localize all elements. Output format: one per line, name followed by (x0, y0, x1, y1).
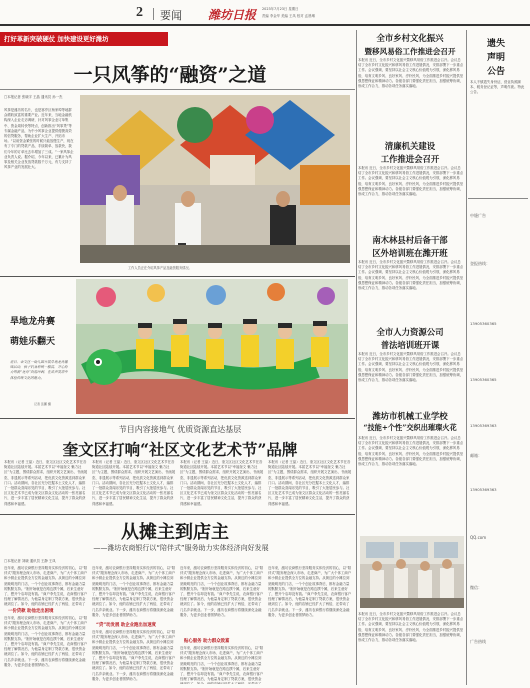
right-h3b: 区外培训班在潍开班 (372, 248, 448, 258)
lead-photo-caption: 工作人员正在介绍风筝产品及融资服务情况。 (128, 266, 192, 270)
photo2-credit: 记者 张鹏 摄 (34, 402, 51, 406)
story3-sub2: “贷”动发展 助企业跑出加速度 (96, 623, 156, 628)
right-body-2: 本报讯 近日，全市乡村文化振兴暨移风易俗工作推进会召开。会议总结了全市乡村文化振兴和移风易俗工作进展情况，安排部署下一步重点工作。会议强调，要坚持以社会主义核心价值观为引领，深化移风易俗，培育文明乡风、良好家风、淳朴民风，为全面推进乡村振兴提供坚强思想保证和精神动力。各级各部门要强化责任担当，加强统筹协调，形成工作合力，推动各项任务落实落地。 (358, 166, 464, 197)
right-h1: 全市乡村文化振兴 (376, 33, 444, 43)
kite-photo-svg (80, 95, 350, 263)
photo2-title-2: 萌娃乐翻天 (10, 337, 56, 347)
right-h4b: 普法培训班开课 (380, 340, 440, 350)
sidebar-label-1: 中缝广告 (470, 213, 486, 218)
story3-body-col1: 近年来，潍坊农商银行坚持服务实体经济的初心，以“陪伴式”服务理念深入市场、走进商户，为广大个体工商户和小微企业提供全方位的金融支持。从街边的小摊位到宽敞明亮的门店，一个个创业故事背后，都有金融力量的默默支持。“刚开始就是在路边摆个摊，后来生意好了，想开个店却没有钱。”商户李先生说，农商银行客户经理了解情况后，为他量身定制了贷款方案，很快资金就到位了。如今，他的店铺已经扩大了两倍，还带动了 (4, 566, 88, 606)
story2-body-col1: 本报讯（记者 王晶）近日，奎文区社区文化艺术节在各街道社区陆续开展。本届艺术节以“幸福奎文 魅力社区”为主题，围绕群众需求，组织开展文艺演出、书画展览、非遗展示等系列活动，把优质文化资源送到群众家门口。活动期间，各社区充分挖掘本土文化人才，编排了一批群众喜闻乐见的节目，吸引了大批居民参与。社区文化艺术节已成为奎文区群众文化活动的一张亮丽名片，进一步丰富了居民精神文化生活，提升了群众的获得感和幸福感。 (4, 460, 88, 506)
right-body-1: 本报讯 近日，全市乡村文化振兴暨移风易俗工作推进会召开。会议总结了全市乡村文化振兴和移风易俗工作进展情况，安排部署下一步重点工作。会议强调，要坚持以社会主义核心价值观为引领，深化移风易俗，培育文明乡风、良好家风、淳朴民风，为全面推进乡村振兴提供坚强思想保证和精神动力。各级各部门要强化责任担当，加强统筹协调，形成工作合力，推动各项任务落实落地。 (358, 58, 464, 89)
right-h5: 潍坊市机械工业学校 (372, 411, 448, 421)
sidebar-label-2: 登报热线： (470, 261, 490, 266)
right-body-6: 本报讯 近日，全市乡村文化振兴暨移风易俗工作推进会召开。会议总结了全市乡村文化振兴和移风易俗工作进展情况，安排部署下一步重点工作。会议强调，要坚持以社会主义核心价值观为引领，深化移风易俗，培育文明乡风、良好家风、淳朴民风，为全面推进乡村振兴提供坚强思想保证和精神动力。各级各部门要强化责任担当，加强统筹协调，形成工作合力，推动各项任务落实落地。 (358, 612, 464, 643)
section-name: 要闻 (160, 9, 182, 22)
story3-byline: □本报记者 刘晓 通讯员 王静 王凤 (4, 559, 56, 563)
story3-body-col3b: 近年来，潍坊农商银行坚持服务实体经济的初心，以“陪伴式”服务理念深入市场、走进商户，为广大个体工商户和小微企业提供全方位的金融支持。从街边的小摊位到宽敞明亮的门店，一个个创业故事背后，都有金融力量的默默支持。“刚开始就是在路边摆个摊，后来生意好了，想开个店却没有钱。”商户李先生说，农商银行客户经理了解情况后，为他量身定制了贷款方案，很快资金 (180, 646, 264, 682)
story2-body-col2: 本报讯（记者 王晶）近日，奎文区社区文化艺术节在各街道社区陆续开展。本届艺术节以“幸福奎文 魅力社区”为主题，围绕群众需求，组织开展文艺演出、书画展览、非遗展示等系列活动，把优质文化资源送到群众家门口。活动期间，各社区充分挖掘本土文化人才，编排了一批群众喜闻乐见的节目，吸引了大批居民参与。社区文化艺术节已成为奎文区群众文化活动的一张亮丽名片，进一步丰富了居民精神文化生活，提升了群众的获得感和幸福感。 (92, 460, 176, 506)
column-separator (356, 30, 357, 685)
sidebar-title-2: 声明 (486, 53, 505, 63)
story3-body-col2: 近年来，潍坊农商银行坚持服务实体经济的初心，以“陪伴式”服务理念深入市场、走进商户，为广大个体工商户和小微企业提供全方位的金融支持。从街边的小摊位到宽敞明亮的门店，一个个创业故事背后，都有金融力量的默默支持。“刚开始就是在路边摆个摊，后来生意好了，想开个店却没有钱。”商户李先生说，农商银行客户经理了解情况后，为他量身定制了贷款方案，很快资金就到位了。如今，他的店铺已经扩大了两倍，还带动了几名乡亲就业。下一步，潍坊农商银行将继续深化金融服务，为更多创业者圆梦助力。 (92, 566, 176, 617)
story3-body-col2b: 近年来，潍坊农商银行坚持服务实体经济的初心，以“陪伴式”服务理念深入市场、走进商户，为广大个体工商户和小微企业提供全方位的金融支持。从街边的小摊位到宽敞明亮的门店，一个个创业故事背后，都有金融力量的默默支持。“刚开始就是在路边摆个摊，后来生意好了，想开个店却没有钱。”商户李先生说，农商银行客户经理了解情况后，为他量身定制了贷款方案，很快资金就到位了。如今，他的店铺已经扩大了两倍，还带动了几名乡亲就业。下一步，潍坊农商银行将继续深化金融服务，为更多创业者圆梦助力。 (92, 630, 176, 681)
sidebar-label-4: QQ.com (470, 535, 487, 540)
lead-byline: □本报记者 张晓宇 王晶 通讯员 孙一杰 (4, 95, 63, 99)
theme-banner (0, 32, 168, 46)
sidebar-ad-label: 广告热线 (470, 639, 486, 644)
editor-credits: 责编 李金华 美编 王凤 校对 孟晨琳 (262, 14, 315, 18)
story3-body-col4: 近年来，潍坊农商银行坚持服务实体经济的初心，以“陪伴式”服务理念深入市场、走进商户，为广大个体工商户和小微企业提供全方位的金融支持。从街边的小摊位到宽敞明亮的门店，一个个创业故事背后，都有金融力量的默默支持。“刚开始就是在路边摆个摊，后来生意好了，想开个店却没有钱。”商户李先生说，农商银行客户经理了解情况后，为他量身定制了贷款方案，很快资金就到位了。如今，他的店铺已经扩大了两倍，还带动了几名乡亲就业。下一步，潍坊农商银行将继续深化金融服务，为更多创业者圆梦助力。 (268, 566, 352, 617)
story2-kicker: 节目内容接地气 优质资源直达基层 (118, 425, 242, 434)
paper-logo: 潍坊日报 (208, 8, 257, 22)
story3-body-col3: 近年来，潍坊农商银行坚持服务实体经济的初心，以“陪伴式”服务理念深入市场、走进商户，为广大个体工商户和小微企业提供全方位的金融支持。从街边的小摊位到宽敞明亮的门店，一个个创业故事背后，都有金融力量的默默支持。“刚开始就是在路边摆个摊，后来生意好了，想开个店却没有钱。”商户李先生说，农商银行客户经理了解情况后，为他量身定制了贷款方案，很快资金就到位了。如今，他的店铺已经扩大了两倍，还带动了几名乡亲就业。下一步，潍坊农商银行将继续深化金融服务，为更多创业者圆梦助力。 (180, 566, 264, 617)
story3-sub1: 一份贷款 助他走出困境 (8, 609, 54, 614)
right-h3: 南木林县村后备干部 (372, 235, 448, 245)
school-photo-svg (360, 536, 464, 608)
issue-date: 2023年7月23日 星期日 (262, 7, 299, 11)
dragon-boat-svg (76, 279, 348, 414)
right-h2b: 工作推进会召开 (380, 154, 440, 164)
lead-headline-rule (0, 89, 355, 90)
lead-headline: 一只风筝的“融资”之道 (73, 64, 267, 86)
right-h4: 全市人力资源公司 (376, 327, 444, 337)
school-photo (360, 536, 464, 608)
lead-body-left: 风筝是潍坊的名片，也是寒亭区杨家埠等地群众增收致富的重要产业。近年来，当地金融机构深入企业走访调研，针对风筝企业订单集中、资金周转快等特点，创新推出“风筝贷”等专属金融产品，为中小风筝企业提供便捷高效的信贷服务，帮助企业扩大生产、开拓市场。“以前资金紧张的时候只能放慢生产，现在有了专门的贷款产品，手续简单、放款快，我们今年的订单比去年增加了三成。”一家风筝企业负责人说。据介绍，今年以来，已累计为风筝及相关企业发放贷款数千万元，有力支持了风筝产业的发展壮大。 (4, 108, 74, 170)
sidebar-phone-2: 13905360365 (470, 377, 497, 382)
photo2-title-1: 旱地龙舟赛 (10, 317, 56, 327)
photo2-caption: 近日，奎文区一幼儿园开展旱地龙舟趣味活动，孩子们身着统一服装，齐心协力驾驶“龙舟”向前冲刺，在欢声笑语中体验传统文化的魅力。 (10, 360, 68, 380)
lead-photo-kites (80, 95, 350, 263)
sidebar-ad-box (468, 198, 528, 679)
right-h1b: 暨移风易俗工作推进会召开 (364, 47, 456, 56)
story3-subhead: ——潍坊农商银行以“陪伴式”服务助力实体经济向好发展 (93, 544, 269, 552)
sidebar-notice: 本人不慎遗失身份证、营业执照副本、税务登记证等，声明作废。特此公告。 (470, 80, 525, 95)
page-number: 2 (136, 5, 143, 20)
right-h5b: “技能+个性”交织出璀璨火花 (363, 423, 457, 432)
sidebar-separator (466, 30, 467, 685)
sidebar-label-3: 邮箱： (470, 453, 482, 458)
page-divider (153, 8, 154, 20)
masthead (0, 0, 530, 26)
story3-headline: 从摊主到店主 (121, 522, 229, 543)
story3-body-col1b: 近年来，潍坊农商银行坚持服务实体经济的初心，以“陪伴式”服务理念深入市场、走进商户，为广大个体工商户和小微企业提供全方位的金融支持。从街边的小摊位到宽敞明亮的门店，一个个创业故事背后，都有金融力量的默默支持。“刚开始就是在路边摆个摊，后来生意好了，想开个店却没有钱。”商户李先生说，农商银行客户经理了解情况后，为他量身定制了贷款方案，很快资金就到位了。如今，他的店铺已经扩大了两倍，还带动了几名乡亲就业。下一步，潍坊农商银行将继续深化金融服务，为更多创业者圆梦助力。 (4, 616, 88, 667)
sidebar-label-5: 微信： (470, 585, 482, 590)
sidebar-phone-3: 13905369363 (470, 423, 497, 428)
story3-sub3: 贴心服务 助力群众致富 (184, 639, 230, 644)
sidebar-title-3: 公告 (486, 67, 505, 77)
sidebar-phone-4: 13905369363 (470, 487, 497, 492)
sidebar (468, 30, 530, 685)
right-body-3: 本报讯 近日，全市乡村文化振兴暨移风易俗工作推进会召开。会议总结了全市乡村文化振兴和移风易俗工作进展情况，安排部署下一步重点工作。会议强调，要坚持以社会主义核心价值观为引领，深化移风易俗，培育文明乡风、良好家风、淳朴民风，为全面推进乡村振兴提供坚强思想保证和精神动力。各级各部门要强化责任担当，加强统筹协调，形成工作合力，推动各项任务落实落地。 (358, 260, 464, 291)
story2-body-col3: 本报讯（记者 王晶）近日，奎文区社区文化艺术节在各街道社区陆续开展。本届艺术节以“幸福奎文 魅力社区”为主题，围绕群众需求，组织开展文艺演出、书画展览、非遗展示等系列活动，把优质文化资源送到群众家门口。活动期间，各社区充分挖掘本土文化人才，编排了一批群众喜闻乐见的节目，吸引了大批居民参与。社区文化艺术节已成为奎文区群众文化活动的一张亮丽名片，进一步丰富了居民精神文化生活，提升了群众的获得感和幸福感。 (180, 460, 264, 506)
sidebar-phone-1: 13905360365 (470, 321, 497, 326)
right-body-5: 本报讯 近日，全市乡村文化振兴暨移风易俗工作推进会召开。会议总结了全市乡村文化振兴和移风易俗工作进展情况，安排部署下一步重点工作。会议强调，要坚持以社会主义核心价值观为引领，深化移风易俗，培育文明乡风、良好家风、淳朴民风，为全面推进乡村振兴提供坚强思想保证和精神动力。各级各部门要强化责任担当，加强统筹协调，形成工作合力，推动各项任务落实落地。 (358, 436, 464, 467)
story2-bottom-rule (0, 514, 355, 515)
story2-headline: 奎文区打响“社区文化艺术节”品牌 (62, 440, 298, 459)
sidebar-title-1: 遗失 (486, 39, 505, 49)
photo2-bottom-rule (0, 418, 355, 419)
dragon-boat-photo (76, 279, 348, 414)
masthead-rule (0, 24, 530, 26)
right-body-4: 本报讯 近日，全市乡村文化振兴暨移风易俗工作推进会召开。会议总结了全市乡村文化振兴和移风易俗工作进展情况，安排部署下一步重点工作。会议强调，要坚持以社会主义核心价值观为引领，深化移风易俗，培育文明乡风、良好家风、淳朴民风，为全面推进乡村振兴提供坚强思想保证和精神动力。各级各部门要强化责任担当，加强统筹协调，形成工作合力，推动各项任务落实落地。 (358, 352, 464, 383)
story2-body-col4: 本报讯（记者 王晶）近日，奎文区社区文化艺术节在各街道社区陆续开展。本届艺术节以“幸福奎文 魅力社区”为主题，围绕群众需求，组织开展文艺演出、书画展览、非遗展示等系列活动，把优质文化资源送到群众家门口。活动期间，各社区充分挖掘本土文化人才，编排了一批群众喜闻乐见的节目，吸引了大批居民参与。社区文化艺术节已成为奎文区群众文化活动的一张亮丽名片，进一步丰富了居民精神文化生活，提升了群众的获得感和幸福感。 (268, 460, 352, 506)
lead-bottom-rule (0, 276, 355, 277)
theme-banner-text: 打好革新突破硬仗 加快建设更好潍坊 (4, 35, 109, 43)
right-h2: 清廉机关建设 (384, 141, 436, 151)
